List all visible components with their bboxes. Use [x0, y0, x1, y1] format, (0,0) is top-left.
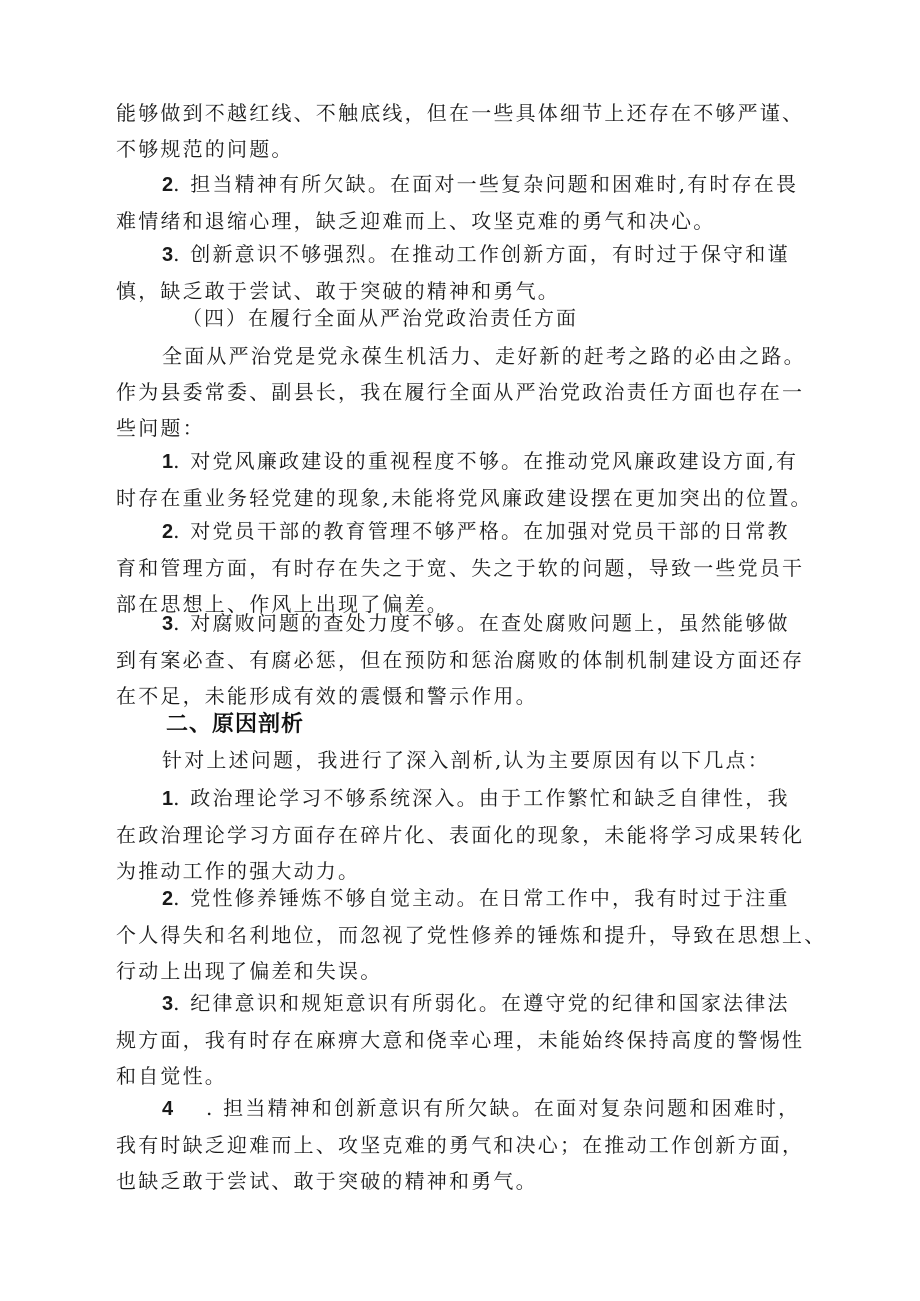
list-item-5-3 — [116, 985, 832, 1094]
text-line: 部在思想上、作风上出现了偏差。 — [116, 592, 449, 616]
list-item-5-4 — [116, 1090, 832, 1199]
item-number: 2 — [162, 888, 174, 910]
text-line — [116, 880, 832, 917]
text-line: 全面从严治党是党永葆生机活力、走好新的赶考之路的必由之路。 — [162, 344, 806, 368]
item-text: . 对腐败问题的查处力度不够。在查处腐败问题上，虽然能够做 — [173, 611, 790, 635]
text-line — [116, 1090, 832, 1127]
item-number: 1 — [162, 788, 174, 810]
item-number: 1 — [162, 451, 174, 473]
list-item-4-3 — [116, 605, 832, 714]
item-text: . 纪律意识和规矩意识有所弱化。在遵守党的纪律和国家法律法 — [173, 991, 790, 1015]
paragraph-section-4-intro — [116, 338, 832, 446]
item-number: 2 — [162, 521, 174, 543]
item-text: . 政治理论学习不够系统深入。由于工作繁忙和缺乏自律性，我 — [173, 786, 790, 810]
text-line: 些问题： — [116, 416, 205, 440]
section-4-heading: （四）在履行全面从严治党政治责任方面 — [182, 306, 578, 330]
item-number: 3 — [162, 244, 174, 266]
text-line: 规方面，我有时存在麻痹大意和侥幸心理，未能始终保持高度的警惕性 — [116, 1028, 805, 1052]
item-number: 3 — [162, 613, 174, 635]
text-line: 在不足，未能形成有效的震慑和警示作用。 — [116, 684, 538, 708]
item-text: . 创新意识不够强烈。在推动工作创新方面，有时过于保守和谨 — [173, 242, 790, 266]
text-line: 行动上出现了偏差和失误。 — [116, 959, 383, 983]
text-line — [116, 166, 832, 203]
section-2-heading: 二、原因剖析 — [166, 712, 305, 737]
text-line: 针对上述问题，我进行了深入剖析,认为主要原因有以下几点： — [162, 748, 770, 772]
text-line: 慎，缺乏敢于尝试、敢于突破的精神和勇气。 — [116, 279, 560, 303]
text-line — [116, 513, 832, 550]
text-line: 难情绪和退缩心理，缺乏迎难而上、攻坚克难的勇气和决心。 — [116, 209, 716, 233]
text-line — [116, 780, 832, 817]
text-line: 为推动工作的强大动力。 — [116, 859, 361, 883]
paragraph-analysis-intro — [116, 742, 832, 778]
item-text: . 担当精神和创新意识有所欠缺。在面对复杂问题和困难时， — [206, 1096, 801, 1120]
text-line — [116, 236, 832, 273]
list-item-5-2 — [116, 880, 832, 989]
item-text: . 对党员干部的教育管理不够严格。在加强对党员干部的日常教 — [173, 519, 790, 543]
text-line — [116, 985, 832, 1022]
item-number: 2 — [162, 174, 174, 196]
text-line: 时存在重业务轻党建的现象,未能将党风廉政建设摆在更加突出的位置。 — [116, 486, 813, 510]
text-line: 育和管理方面，有时存在失之于宽、失之于软的问题，导致一些党员干 — [116, 556, 805, 580]
text-line: 在政治理论学习方面存在碎片化、表面化的现象，未能将学习成果转化 — [116, 823, 805, 847]
text-line: 作为县委常委、副县长，我在履行全面从严治党政治责任方面也存在一 — [116, 380, 805, 404]
text-line: 能够做到不越红线、不触底线，但在一些具体细节上还存在不够严谨、 — [116, 101, 805, 125]
text-line: 到有案必查、有腐必惩，但在预防和惩治腐败的体制机制建设方面还存 — [116, 648, 805, 672]
text-line: 我有时缺乏迎难而上、攻坚克难的勇气和决心；在推动工作创新方面， — [116, 1133, 805, 1157]
text-line — [116, 443, 832, 480]
item-text: . 担当精神有所欠缺。在面对一些复杂问题和困难时,有时存在畏 — [173, 172, 799, 196]
list-item-5-1 — [116, 780, 832, 889]
item-number: 4 — [162, 1098, 174, 1120]
item-number: 3 — [162, 993, 174, 1015]
text-line: 不够规范的问题。 — [116, 137, 294, 161]
text-line — [116, 605, 832, 642]
item-text: . 党性修养锤炼不够自觉主动。在日常工作中，我有时过于注重 — [173, 886, 790, 910]
list-item-3-3 — [116, 236, 832, 309]
paragraph-continuation — [116, 95, 832, 167]
item-text: . 对党风廉政建设的重视程度不够。在推动党风廉政建设方面,有 — [173, 449, 799, 473]
text-line: 个人得失和名利地位，而忽视了党性修养的锤炼和提升，导致在思想上、 — [116, 923, 827, 947]
list-item-3-2 — [116, 166, 832, 239]
text-line: 也缺乏敢于尝试、敢于突破的精神和勇气。 — [116, 1169, 538, 1193]
list-item-4-1 — [116, 443, 832, 516]
text-line: 和自觉性。 — [116, 1064, 227, 1088]
